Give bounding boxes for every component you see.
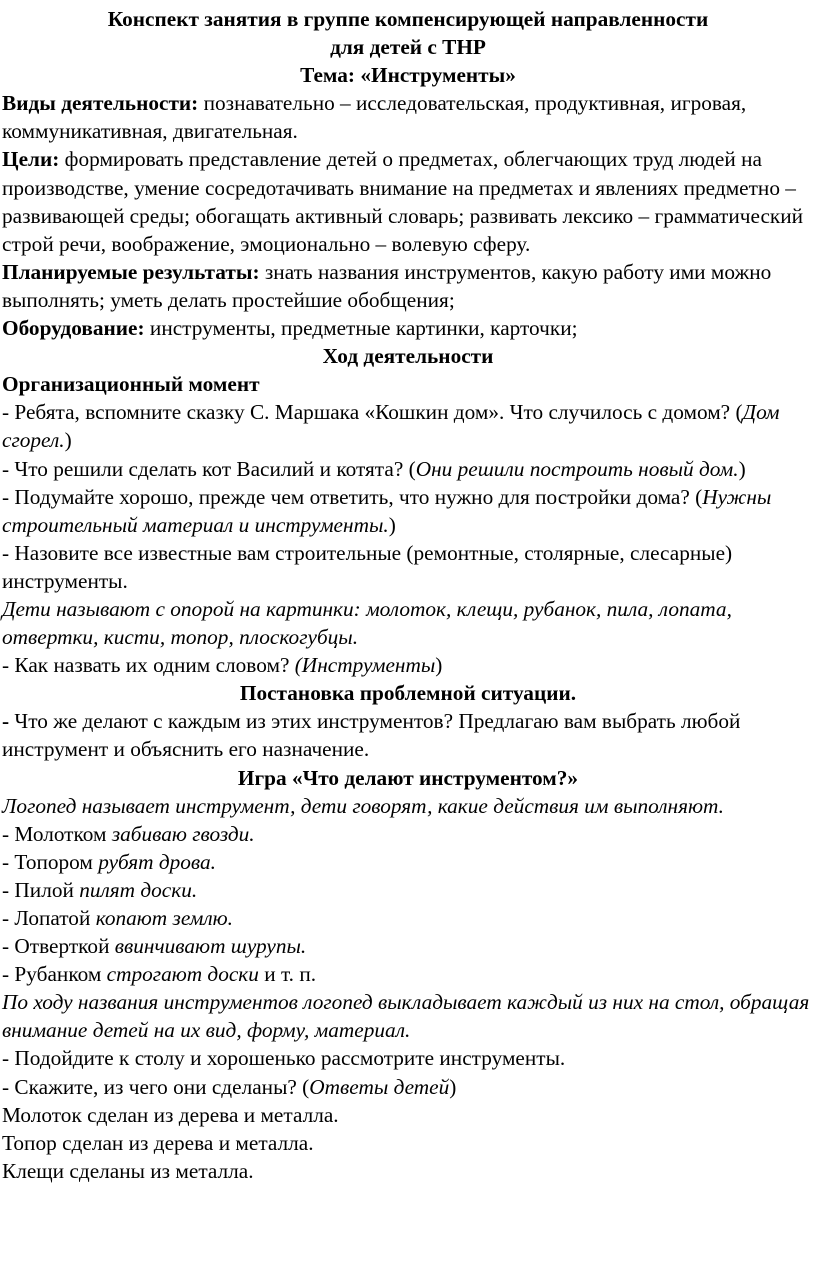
goals-label: Цели: <box>2 147 60 172</box>
question-3-text: - Подумайте хорошо, прежде чем ответить, что нужно для постройки дома? ( <box>2 484 703 509</box>
game-question-2-answer: Ответы детей <box>309 1074 450 1099</box>
game-item-tool: - Рубанком <box>2 962 107 987</box>
org-moment-heading: Организационный момент <box>2 372 260 397</box>
question-3-end: ) <box>388 512 396 537</box>
game-question-1: - Подойдите к столу и хорошенько рассмотрите инструменты. <box>2 1046 566 1071</box>
theme-heading: Тема: «Инструменты» <box>300 63 516 88</box>
question-4: - Назовите все известные вам строительные (ремонтные, столярные, слесарные) инструменты. <box>2 540 733 593</box>
game-intro: Логопед называет инструмент, дети говорят, какие действия им выполняют. <box>2 793 725 818</box>
problem-heading: Постановка проблемной ситуации. <box>239 681 577 706</box>
question-2-text: - Что решили сделать кот Василий и котята? ( <box>2 456 416 481</box>
game-item-tool: - Молотком <box>2 821 112 846</box>
game-item <box>2 820 814 848</box>
game-heading: Игра «Что делают инструментом?» <box>237 765 579 790</box>
activities-text: познавательно – исследовательская, продуктивная, игровая, коммуникативная, двигательная. <box>2 91 747 144</box>
question-3 <box>2 483 814 539</box>
game-question-2-text: - Скажите, из чего они сделаны? ( <box>2 1074 310 1099</box>
problem-text: Что же делают с каждым из этих инструментов? Предлагаю вам выбрать любой инструмент и объяснить его назначение. <box>2 709 741 762</box>
game-item <box>2 960 814 988</box>
question-1 <box>2 398 814 454</box>
title-line-2: для детей с ТНР <box>330 35 486 60</box>
question-1-text: - Ребята, вспомните сказку С. Маршака «Кошкин дом». Что случилось с домом? ( <box>2 400 743 425</box>
game-item <box>2 876 814 904</box>
question-2-end: ) <box>738 456 746 481</box>
game-item <box>2 932 814 960</box>
results-text: знать названия инструментов, какую работу ими можно выполнять; уметь делать простейшие обобщения; <box>2 259 772 312</box>
equipment-text: инструменты, предметные картинки, карточки; <box>144 316 578 341</box>
problem-paragraph <box>2 707 814 763</box>
goals-text: формировать представление детей о предметах, облегчающих труд людей на производстве, умение сосредотачивать внимание на предметах и явлениях предметно – развивающей среды; обогащать активный словарь; развивать лексико – грамматический строй речи, воображение, эмоционально – волевую сферу. <box>2 147 804 256</box>
game-item-action: рубят дрова. <box>98 849 216 874</box>
question-1-answer: Дом сгорел. <box>2 400 780 453</box>
material-answer: Топор сделан из дерева и металла. <box>2 1130 314 1155</box>
game-item <box>2 904 814 932</box>
question-2 <box>2 455 814 483</box>
question-3-answer: Нужны строительный материал и инструменты. <box>2 484 772 537</box>
game-item-tool: - Лопатой <box>2 906 96 930</box>
equipment-label: Оборудование: <box>2 316 145 341</box>
material-answer: Клещи сделаны из металла. <box>2 1158 254 1183</box>
game-item-action: ввинчивают шурупы. <box>114 934 307 959</box>
game-item-tail: и т. п. <box>258 962 317 987</box>
game-question-2-end: ) <box>449 1074 457 1099</box>
question-4-note: Дети называют с опорой на картинки: молоток, клещи, рубанок, пила, лопата, отвертки, кисти, топор, плоскогубцы. <box>2 596 732 650</box>
game-note: По ходу названия инструментов логопед выкладывает каждый из них на стол, обращая внимание детей на их вид, форму, материал. <box>2 990 810 1043</box>
game-item <box>2 848 814 876</box>
results-paragraph <box>2 258 814 314</box>
game-item-tool: - Топором <box>2 849 99 874</box>
game-item-tool: - Отверткой <box>2 934 115 959</box>
game-item-tool: - Пилой <box>2 877 80 902</box>
question-5-text: - Как назвать их одним словом? <box>2 653 295 678</box>
game-item-action: копают землю. <box>95 906 233 930</box>
question-1-end: ) <box>64 428 72 453</box>
goals-paragraph <box>2 145 814 257</box>
equipment-paragraph <box>2 314 814 342</box>
game-item-action: забиваю гвозди. <box>111 821 255 846</box>
activities-label: Виды деятельности: <box>2 91 199 116</box>
results-label: Планируемые результаты: <box>2 259 260 284</box>
game-question-2 <box>2 1073 814 1101</box>
course-heading: Ход деятельности <box>322 344 494 369</box>
title-line-1: Конспект занятия в группе компенсирующей направленности <box>107 7 709 31</box>
activities-paragraph <box>2 89 814 145</box>
question-5-answer: (Инструменты <box>294 653 436 678</box>
question-5 <box>2 651 814 679</box>
game-item-action: строгают доски <box>106 962 259 987</box>
question-2-answer: Они решили построить новый дом. <box>415 456 739 481</box>
question-5-end: ) <box>435 653 443 678</box>
game-item-action: пилят доски. <box>79 877 198 902</box>
material-answer: Молоток сделан из дерева и металла. <box>2 1102 339 1127</box>
problem-dash: - <box>2 709 10 734</box>
